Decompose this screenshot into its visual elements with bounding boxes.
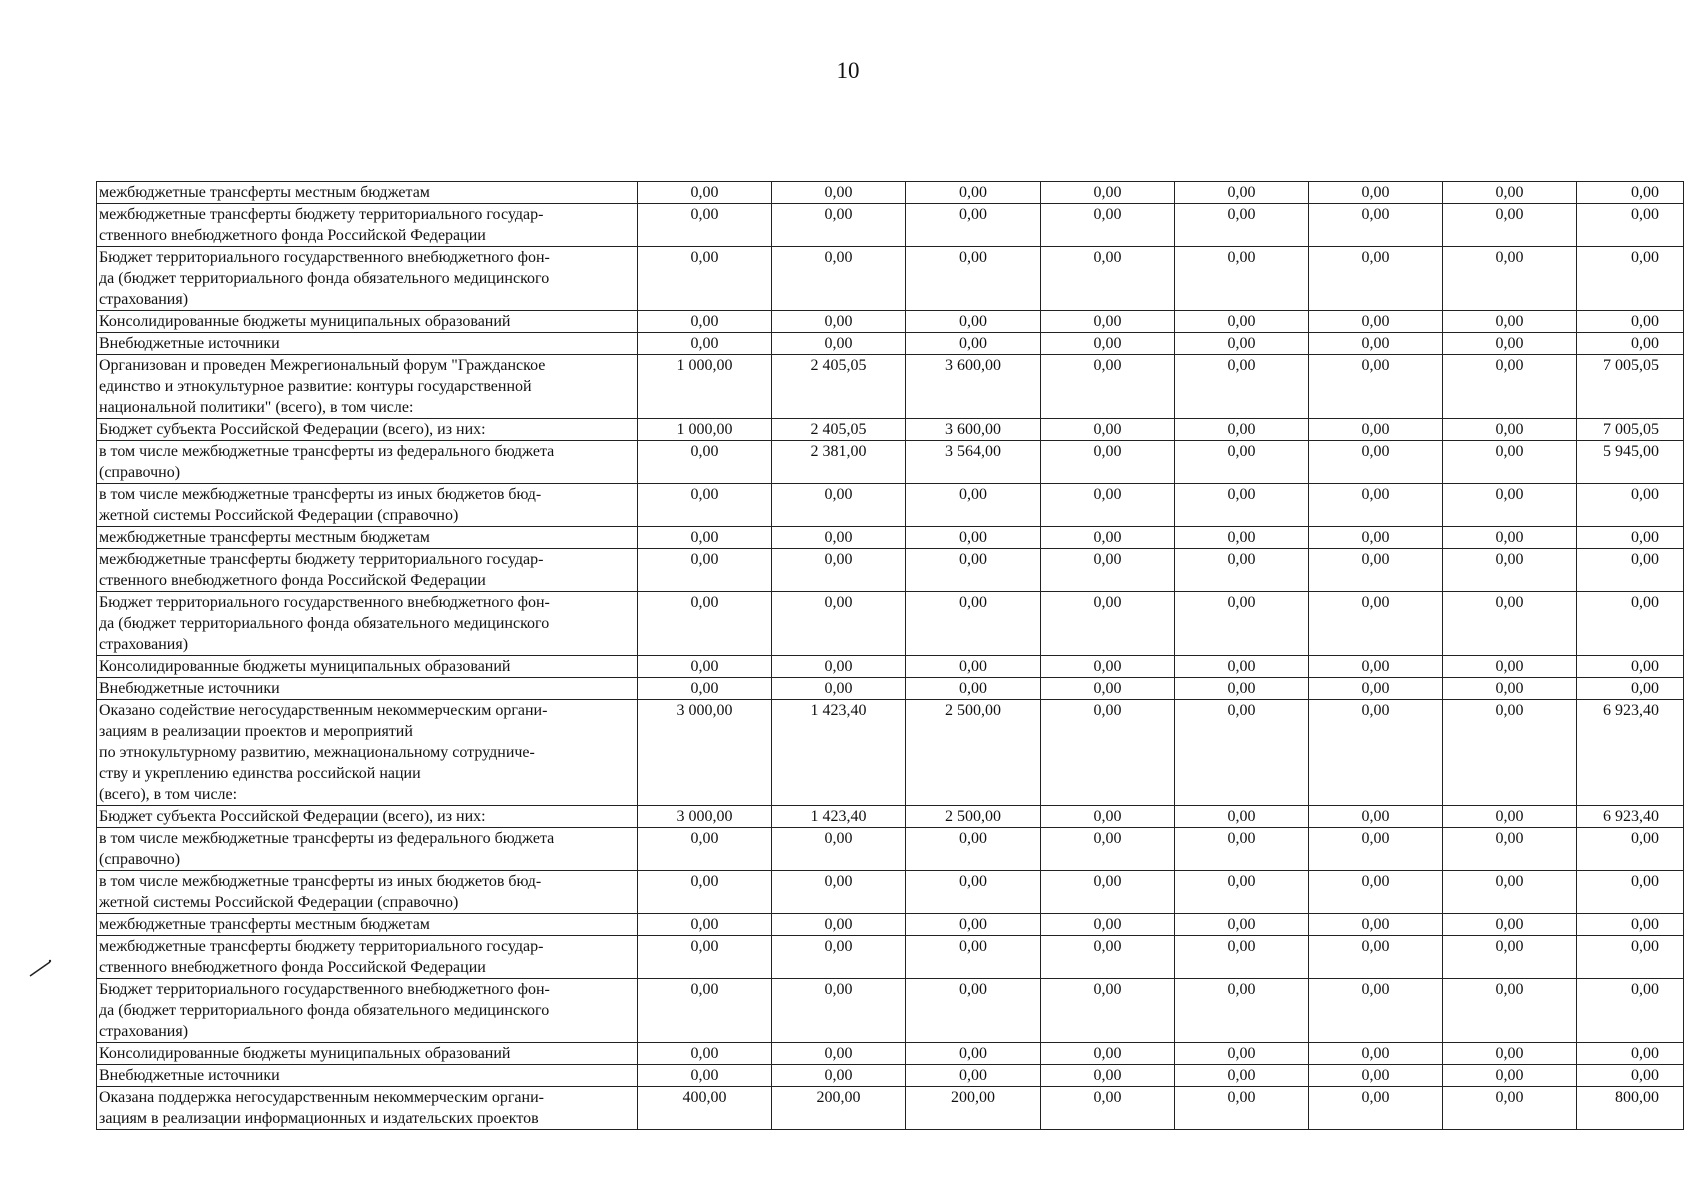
value-cell: 0,00: [1041, 549, 1175, 592]
page-number: 10: [836, 58, 860, 83]
value-cell: 0,00: [1443, 441, 1577, 484]
value-cell: 0,00: [1041, 527, 1175, 549]
row-label: Оказано содействие негосударственным некоммерческим органи- зациям в реализации проектов и мероприятий по этнокультурному развитию, межнациональному сотрудниче- ству и укреплению единства российской нации (всего), в том числе:: [97, 700, 638, 806]
row-label: межбюджетные трансферты местным бюджетам: [97, 914, 638, 936]
value-cell: 0,00: [638, 204, 772, 247]
row-label: в том числе межбюджетные трансферты из федерального бюджета (справочно): [97, 441, 638, 484]
value-cell: 0,00: [1443, 527, 1577, 549]
value-cell: 0,00: [772, 592, 906, 656]
total-cell: 0,00: [1577, 333, 1684, 355]
value-cell: 0,00: [1041, 441, 1175, 484]
row-label: Внебюджетные источники: [97, 1065, 638, 1087]
value-cell: 0,00: [1309, 592, 1443, 656]
table-row: [97, 549, 1684, 592]
total-cell: 5 945,00: [1577, 441, 1684, 484]
value-cell: 0,00: [1175, 1043, 1309, 1065]
total-cell: 800,00: [1577, 1087, 1684, 1130]
value-cell: 0,00: [638, 592, 772, 656]
value-cell: 0,00: [906, 247, 1041, 311]
value-cell: 0,00: [638, 247, 772, 311]
value-cell: 0,00: [772, 1065, 906, 1087]
value-cell: 0,00: [906, 656, 1041, 678]
value-cell: 2 381,00: [772, 441, 906, 484]
row-label: Бюджет субъекта Российской Федерации (всего), из них:: [97, 806, 638, 828]
total-cell: 0,00: [1577, 527, 1684, 549]
table-row: [97, 871, 1684, 914]
value-cell: 0,00: [1041, 1065, 1175, 1087]
value-cell: 0,00: [1175, 871, 1309, 914]
total-cell: 6 923,40: [1577, 806, 1684, 828]
value-cell: 0,00: [1309, 484, 1443, 527]
value-cell: 0,00: [1041, 1087, 1175, 1130]
value-cell: 0,00: [772, 656, 906, 678]
value-cell: 0,00: [638, 441, 772, 484]
budget-table: [96, 181, 1684, 1130]
table-row: [97, 936, 1684, 979]
value-cell: 0,00: [1309, 936, 1443, 979]
value-cell: 0,00: [1041, 333, 1175, 355]
row-label: межбюджетные трансферты бюджету территориального государ- ственного внебюджетного фонда Российской Федерации: [97, 204, 638, 247]
value-cell: 200,00: [906, 1087, 1041, 1130]
row-label: Бюджет территориального государственного внебюджетного фон- да (бюджет территориального фонда обязательного медицинского страхования): [97, 592, 638, 656]
value-cell: 3 000,00: [638, 700, 772, 806]
value-cell: 0,00: [1309, 441, 1443, 484]
value-cell: 0,00: [1175, 678, 1309, 700]
value-cell: 0,00: [1175, 806, 1309, 828]
value-cell: 0,00: [906, 1043, 1041, 1065]
value-cell: 0,00: [1309, 700, 1443, 806]
row-label: Бюджет территориального государственного внебюджетного фон- да (бюджет территориального фонда обязательного медицинского страхования): [97, 247, 638, 311]
row-label: межбюджетные трансферты бюджету территориального государ- ственного внебюджетного фонда Российской Федерации: [97, 936, 638, 979]
value-cell: 0,00: [772, 1043, 906, 1065]
value-cell: 0,00: [638, 311, 772, 333]
total-cell: 0,00: [1577, 592, 1684, 656]
value-cell: 0,00: [906, 828, 1041, 871]
value-cell: 0,00: [1309, 549, 1443, 592]
value-cell: 0,00: [1041, 484, 1175, 527]
table-row: [97, 1087, 1684, 1130]
value-cell: 0,00: [1175, 311, 1309, 333]
value-cell: 0,00: [1309, 914, 1443, 936]
table-row: [97, 656, 1684, 678]
value-cell: 0,00: [906, 592, 1041, 656]
table-row: [97, 806, 1684, 828]
value-cell: 0,00: [1309, 1065, 1443, 1087]
table-row: [97, 182, 1684, 204]
value-cell: 0,00: [638, 484, 772, 527]
value-cell: 0,00: [1309, 1043, 1443, 1065]
value-cell: 0,00: [1041, 247, 1175, 311]
value-cell: 2 405,05: [772, 419, 906, 441]
table-row: [97, 311, 1684, 333]
value-cell: 0,00: [772, 527, 906, 549]
table-row: [97, 678, 1684, 700]
value-cell: 0,00: [1309, 678, 1443, 700]
table-row: [97, 914, 1684, 936]
value-cell: 0,00: [1443, 333, 1577, 355]
value-cell: 3 600,00: [906, 355, 1041, 419]
total-cell: 7 005,05: [1577, 355, 1684, 419]
value-cell: 0,00: [1041, 678, 1175, 700]
value-cell: 0,00: [906, 204, 1041, 247]
value-cell: 0,00: [638, 914, 772, 936]
value-cell: 200,00: [772, 1087, 906, 1130]
value-cell: 0,00: [1041, 182, 1175, 204]
value-cell: 0,00: [1041, 828, 1175, 871]
value-cell: 0,00: [1309, 333, 1443, 355]
value-cell: 0,00: [1041, 419, 1175, 441]
value-cell: 0,00: [1309, 828, 1443, 871]
value-cell: 400,00: [638, 1087, 772, 1130]
value-cell: 0,00: [772, 182, 906, 204]
value-cell: 0,00: [1443, 1043, 1577, 1065]
total-cell: 0,00: [1577, 204, 1684, 247]
value-cell: 0,00: [772, 979, 906, 1043]
value-cell: 0,00: [1175, 700, 1309, 806]
row-label: Внебюджетные источники: [97, 333, 638, 355]
row-label: в том числе межбюджетные трансферты из федерального бюджета (справочно): [97, 828, 638, 871]
value-cell: 0,00: [1443, 247, 1577, 311]
value-cell: 0,00: [1041, 979, 1175, 1043]
value-cell: 0,00: [1175, 592, 1309, 656]
value-cell: 0,00: [1309, 527, 1443, 549]
table-row: [97, 247, 1684, 311]
value-cell: 0,00: [1443, 182, 1577, 204]
value-cell: 3 000,00: [638, 806, 772, 828]
table-row: [97, 527, 1684, 549]
table-row: [97, 828, 1684, 871]
value-cell: 0,00: [1443, 979, 1577, 1043]
value-cell: 0,00: [1041, 806, 1175, 828]
value-cell: 0,00: [1443, 484, 1577, 527]
row-label: Консолидированные бюджеты муниципальных образований: [97, 656, 638, 678]
value-cell: 0,00: [906, 484, 1041, 527]
pen-mark: [28, 958, 54, 978]
value-cell: 0,00: [638, 527, 772, 549]
value-cell: 0,00: [772, 871, 906, 914]
value-cell: 0,00: [1175, 1065, 1309, 1087]
value-cell: 0,00: [1041, 871, 1175, 914]
value-cell: 0,00: [906, 333, 1041, 355]
total-cell: 0,00: [1577, 871, 1684, 914]
total-cell: 0,00: [1577, 247, 1684, 311]
value-cell: 0,00: [1309, 871, 1443, 914]
table-row: [97, 484, 1684, 527]
value-cell: 0,00: [638, 828, 772, 871]
value-cell: 0,00: [1041, 914, 1175, 936]
value-cell: 1 000,00: [638, 355, 772, 419]
value-cell: 0,00: [1443, 355, 1577, 419]
value-cell: 3 600,00: [906, 419, 1041, 441]
value-cell: 0,00: [1175, 656, 1309, 678]
value-cell: 0,00: [638, 549, 772, 592]
value-cell: 0,00: [1309, 247, 1443, 311]
total-cell: 7 005,05: [1577, 419, 1684, 441]
value-cell: 0,00: [1309, 355, 1443, 419]
value-cell: 0,00: [772, 549, 906, 592]
total-cell: 0,00: [1577, 656, 1684, 678]
value-cell: 0,00: [638, 182, 772, 204]
value-cell: 0,00: [1175, 419, 1309, 441]
row-label: в том числе межбюджетные трансферты из иных бюджетов бюд- жетной системы Российской Федерации (справочно): [97, 484, 638, 527]
value-cell: 0,00: [638, 1065, 772, 1087]
value-cell: 0,00: [906, 311, 1041, 333]
value-cell: 0,00: [1443, 592, 1577, 656]
value-cell: 0,00: [772, 678, 906, 700]
value-cell: 0,00: [638, 936, 772, 979]
value-cell: 0,00: [1041, 592, 1175, 656]
value-cell: 3 564,00: [906, 441, 1041, 484]
value-cell: 0,00: [1041, 355, 1175, 419]
value-cell: 0,00: [1175, 936, 1309, 979]
row-label: в том числе межбюджетные трансферты из иных бюджетов бюд- жетной системы Российской Федерации (справочно): [97, 871, 638, 914]
total-cell: 0,00: [1577, 1065, 1684, 1087]
total-cell: 6 923,40: [1577, 700, 1684, 806]
value-cell: 0,00: [772, 333, 906, 355]
value-cell: 0,00: [638, 678, 772, 700]
total-cell: 0,00: [1577, 1043, 1684, 1065]
value-cell: 0,00: [1309, 806, 1443, 828]
value-cell: 0,00: [638, 1043, 772, 1065]
total-cell: 0,00: [1577, 182, 1684, 204]
value-cell: 0,00: [772, 914, 906, 936]
value-cell: 0,00: [1443, 656, 1577, 678]
value-cell: 0,00: [1041, 656, 1175, 678]
table-row: [97, 979, 1684, 1043]
row-label: межбюджетные трансферты местным бюджетам: [97, 527, 638, 549]
value-cell: 0,00: [1175, 441, 1309, 484]
value-cell: 0,00: [1443, 1087, 1577, 1130]
row-label: Организован и проведен Межрегиональный форум "Гражданское единство и этнокультурное развитие: контуры государственной национальной политики" (всего), в том числе:: [97, 355, 638, 419]
value-cell: 1 000,00: [638, 419, 772, 441]
value-cell: 1 423,40: [772, 700, 906, 806]
row-label: Бюджет субъекта Российской Федерации (всего), из них:: [97, 419, 638, 441]
value-cell: 0,00: [772, 828, 906, 871]
value-cell: 0,00: [1443, 871, 1577, 914]
total-cell: 0,00: [1577, 678, 1684, 700]
value-cell: 0,00: [1175, 1087, 1309, 1130]
value-cell: 0,00: [1309, 204, 1443, 247]
value-cell: 0,00: [772, 936, 906, 979]
value-cell: 2 500,00: [906, 700, 1041, 806]
value-cell: 0,00: [1309, 311, 1443, 333]
table-row: [97, 204, 1684, 247]
value-cell: 0,00: [1175, 914, 1309, 936]
value-cell: 0,00: [1041, 936, 1175, 979]
value-cell: 0,00: [906, 527, 1041, 549]
value-cell: 0,00: [1443, 828, 1577, 871]
value-cell: 0,00: [1175, 527, 1309, 549]
row-label: Оказана поддержка негосударственным некоммерческим органи- зациям в реализации информационных и издательских проектов: [97, 1087, 638, 1130]
value-cell: 0,00: [1443, 700, 1577, 806]
row-label: Бюджет территориального государственного внебюджетного фон- да (бюджет территориального фонда обязательного медицинского страхования): [97, 979, 638, 1043]
table-row: [97, 419, 1684, 441]
value-cell: 0,00: [1175, 549, 1309, 592]
table-row: [97, 592, 1684, 656]
value-cell: 0,00: [1309, 419, 1443, 441]
value-cell: 0,00: [906, 678, 1041, 700]
table-row: [97, 1043, 1684, 1065]
value-cell: 0,00: [1443, 936, 1577, 979]
row-label: Консолидированные бюджеты муниципальных образований: [97, 311, 638, 333]
total-cell: 0,00: [1577, 936, 1684, 979]
value-cell: 0,00: [1443, 914, 1577, 936]
value-cell: 0,00: [772, 204, 906, 247]
value-cell: 0,00: [1309, 1087, 1443, 1130]
value-cell: 1 423,40: [772, 806, 906, 828]
total-cell: 0,00: [1577, 914, 1684, 936]
value-cell: 0,00: [1175, 247, 1309, 311]
value-cell: 0,00: [1443, 678, 1577, 700]
value-cell: 0,00: [906, 182, 1041, 204]
value-cell: 0,00: [906, 549, 1041, 592]
value-cell: 0,00: [638, 656, 772, 678]
value-cell: 0,00: [772, 484, 906, 527]
value-cell: 0,00: [906, 871, 1041, 914]
value-cell: 0,00: [906, 914, 1041, 936]
value-cell: 0,00: [1443, 311, 1577, 333]
value-cell: 0,00: [638, 979, 772, 1043]
value-cell: 2 405,05: [772, 355, 906, 419]
total-cell: 0,00: [1577, 549, 1684, 592]
table-row: [97, 333, 1684, 355]
value-cell: 0,00: [1041, 700, 1175, 806]
value-cell: 0,00: [1309, 656, 1443, 678]
table-row: [97, 1065, 1684, 1087]
row-label: Внебюджетные источники: [97, 678, 638, 700]
value-cell: 0,00: [906, 936, 1041, 979]
total-cell: 0,00: [1577, 311, 1684, 333]
value-cell: 0,00: [1175, 182, 1309, 204]
value-cell: 0,00: [1175, 333, 1309, 355]
value-cell: 0,00: [638, 333, 772, 355]
value-cell: 0,00: [1443, 204, 1577, 247]
value-cell: 0,00: [1443, 1065, 1577, 1087]
value-cell: 0,00: [1041, 204, 1175, 247]
value-cell: 0,00: [1175, 484, 1309, 527]
value-cell: 0,00: [1175, 828, 1309, 871]
table-row: [97, 355, 1684, 419]
total-cell: 0,00: [1577, 828, 1684, 871]
value-cell: 0,00: [1175, 355, 1309, 419]
value-cell: 0,00: [906, 979, 1041, 1043]
value-cell: 0,00: [1041, 311, 1175, 333]
value-cell: 0,00: [1175, 979, 1309, 1043]
value-cell: 0,00: [638, 871, 772, 914]
value-cell: 0,00: [1041, 1043, 1175, 1065]
value-cell: 0,00: [1443, 549, 1577, 592]
value-cell: 0,00: [906, 1065, 1041, 1087]
value-cell: 0,00: [1175, 204, 1309, 247]
value-cell: 0,00: [1443, 806, 1577, 828]
value-cell: 0,00: [772, 311, 906, 333]
total-cell: 0,00: [1577, 979, 1684, 1043]
value-cell: 0,00: [1309, 979, 1443, 1043]
value-cell: 2 500,00: [906, 806, 1041, 828]
row-label: Консолидированные бюджеты муниципальных образований: [97, 1043, 638, 1065]
value-cell: 0,00: [1443, 419, 1577, 441]
table-row: [97, 700, 1684, 806]
row-label: межбюджетные трансферты местным бюджетам: [97, 182, 638, 204]
table-row: [97, 441, 1684, 484]
row-label: межбюджетные трансферты бюджету территориального государ- ственного внебюджетного фонда Российской Федерации: [97, 549, 638, 592]
value-cell: 0,00: [772, 247, 906, 311]
value-cell: 0,00: [1309, 182, 1443, 204]
total-cell: 0,00: [1577, 484, 1684, 527]
